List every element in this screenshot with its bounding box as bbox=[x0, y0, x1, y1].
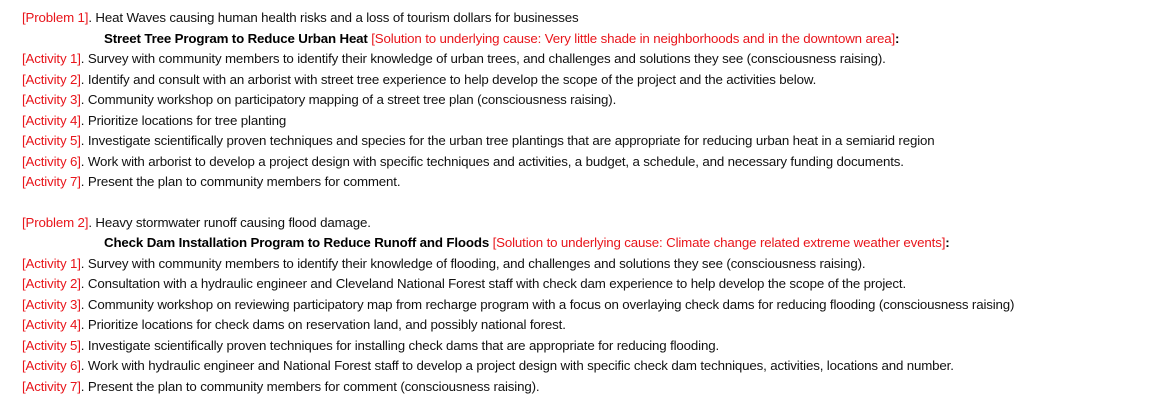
activity-tag: [Activity 3] bbox=[22, 296, 81, 312]
activity-line bbox=[22, 295, 1149, 316]
activity-line bbox=[22, 356, 1149, 377]
activity-tag: [Activity 5] bbox=[22, 337, 81, 353]
program-title-line bbox=[22, 29, 1149, 50]
activity-line bbox=[22, 254, 1149, 275]
activity-text: . Work with arborist to develop a project design with specific techniques and activities, a budget, a schedule, and necessary funding documents. bbox=[80, 153, 904, 169]
problem-line bbox=[22, 213, 1149, 234]
activity-line bbox=[22, 172, 1149, 193]
activity-tag: [Activity 3] bbox=[22, 92, 81, 107]
activity-text: . Present the plan to community members for comment. bbox=[80, 174, 401, 189]
problem-section-1 bbox=[22, 8, 1149, 193]
activity-text: . Prioritize locations for check dams on reservation land, and possibly national forest. bbox=[80, 317, 566, 332]
title-colon: : bbox=[895, 30, 900, 46]
activity-text: . Community workshop on participatory mapping of a street tree plan (consciousness raising). bbox=[80, 92, 617, 107]
activity-line bbox=[22, 377, 1149, 398]
problem-line bbox=[22, 8, 1149, 29]
activity-line bbox=[22, 315, 1149, 336]
title-colon: : bbox=[945, 235, 950, 250]
problem-section-2 bbox=[22, 213, 1149, 398]
activity-tag: [Activity 4] bbox=[22, 112, 81, 128]
activity-text: . Present the plan to community members for comment (consciousness raising). bbox=[80, 378, 540, 394]
activity-text: . Survey with community members to identify their knowledge of urban trees, and challenges and solutions they see (consciousness raising). bbox=[80, 51, 886, 66]
program-title: Check Dam Installation Program to Reduce Runoff and Floods bbox=[104, 235, 490, 250]
activity-tag: [Activity 1] bbox=[22, 51, 81, 66]
program-title: Street Tree Program to Reduce Urban Heat bbox=[104, 30, 368, 46]
activity-tag: [Activity 2] bbox=[22, 276, 81, 291]
activity-tag: [Activity 1] bbox=[22, 255, 81, 271]
activity-line bbox=[22, 70, 1149, 91]
activity-text: . Investigate scientifically proven techniques and species for the urban tree plantings that are appropriate for reducing urban heat in a semiarid region bbox=[80, 133, 935, 148]
activity-text: . Prioritize locations for tree planting bbox=[80, 112, 287, 128]
section-spacer bbox=[22, 193, 1149, 213]
activity-tag: [Activity 7] bbox=[22, 174, 81, 189]
activity-text: . Survey with community members to identify their knowledge of flooding, and challenges and solutions they see (consciousness raising). bbox=[80, 255, 866, 271]
activity-line bbox=[22, 90, 1149, 111]
activity-line bbox=[22, 152, 1149, 173]
activity-text: . Investigate scientifically proven techniques for installing check dams that are appropriate for reducing flooding. bbox=[80, 337, 720, 353]
activity-line bbox=[22, 336, 1149, 357]
activity-tag: [Activity 6] bbox=[22, 358, 81, 373]
activity-tag: [Activity 6] bbox=[22, 153, 81, 169]
program-title-line bbox=[22, 233, 1149, 254]
activity-line bbox=[22, 111, 1149, 132]
solution-text: [Solution to underlying cause: Climate change related extreme weather events] bbox=[492, 235, 946, 250]
activity-line bbox=[22, 49, 1149, 70]
solution-text: [Solution to underlying cause: Very little shade in neighborhoods and in the downtown area] bbox=[371, 30, 896, 46]
activity-line bbox=[22, 274, 1149, 295]
activity-tag: [Activity 7] bbox=[22, 378, 81, 394]
problem-tag: [Problem 2] bbox=[22, 214, 89, 230]
activity-tag: [Activity 4] bbox=[22, 317, 81, 332]
activity-line bbox=[22, 131, 1149, 152]
problem-tag: [Problem 1] bbox=[22, 10, 89, 25]
activity-text: . Identify and consult with an arborist with street tree experience to help develop the scope of the project and the activities below. bbox=[80, 71, 817, 87]
activity-text: . Community workshop on reviewing participatory map from recharge program with a focus on overlaying check dams for reducing flooding (consciousness raising) bbox=[80, 296, 1015, 312]
activity-text: . Consultation with a hydraulic engineer and Cleveland National Forest staff with check dam experience to help develop the scope of the project. bbox=[80, 276, 907, 291]
activity-tag: [Activity 5] bbox=[22, 133, 81, 148]
activity-tag: [Activity 2] bbox=[22, 71, 81, 87]
activity-text: . Work with hydraulic engineer and National Forest staff to develop a project design with specific check dam techniques, activities, locations and number. bbox=[80, 358, 954, 373]
problem-text: . Heat Waves causing human health risks and a loss of tourism dollars for businesses bbox=[88, 10, 579, 25]
problem-text: . Heavy stormwater runoff causing flood damage. bbox=[88, 214, 371, 230]
